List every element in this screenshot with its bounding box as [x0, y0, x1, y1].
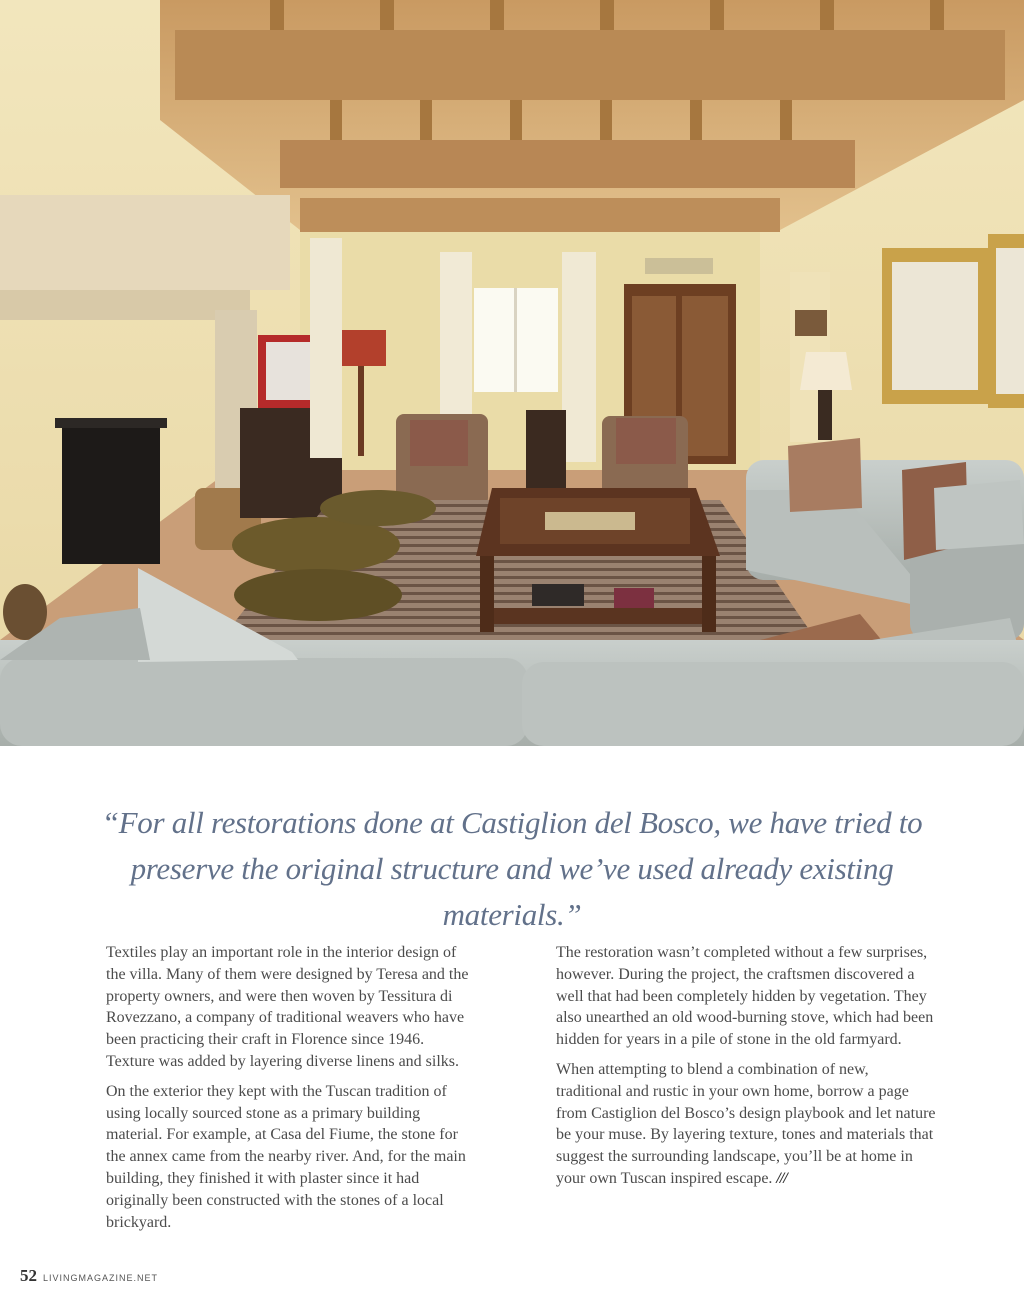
right-paragraph-1: The restoration wasn’t completed without a few surprises, however. During the project, the craftsmen discovered a well that had been completely hidden by vegetation. They also unearthed an old wood-burning stove, which had been hidden for years in a pile of stone in the old farmyard.	[556, 944, 934, 1049]
right-paragraph-2	[556, 1059, 936, 1190]
end-mark-icon: ///	[776, 1169, 787, 1187]
right-column	[556, 942, 936, 1198]
pull-quote: “For all restorations done at Castiglion del Bosco, we have tried to preserve the original structure and we’ve used already existing materials.”	[101, 805, 923, 932]
left-column	[106, 942, 474, 1241]
left-paragraph-2: On the exterior they kept with the Tuscan tradition of using locally sourced stone as a primary building material. For example, at Casa del Fiume, the stone for the annex came from the nearby river. And, for the main building, they finished it with plaster since it had originally been constructed with the stones of a local brickyard.	[106, 1082, 466, 1231]
page-footer	[20, 1266, 158, 1286]
right-paragraph-2-text: When attempting to blend a combination of new, traditional and rustic in your own home, borrow a page from Castiglion del Bosco’s design playbook and let nature be your muse. By layering texture, tones and materials that suggest the surrounding landscape, you’ll be at home in your own Tuscan inspired escape.	[556, 1060, 936, 1187]
site-url: LIVINGMAGAZINE.NET	[43, 1273, 159, 1283]
page-number: 52	[20, 1266, 37, 1285]
left-paragraph-1: Textiles play an important role in the interior design of the villa. Many of them were designed by Teresa and the property owners, and were then woven by Tessitura di Rovezzano, a company of traditional weavers who have been practicing their craft in Florence since 1946. Texture was added by layering diverse linens and silks.	[106, 944, 469, 1070]
